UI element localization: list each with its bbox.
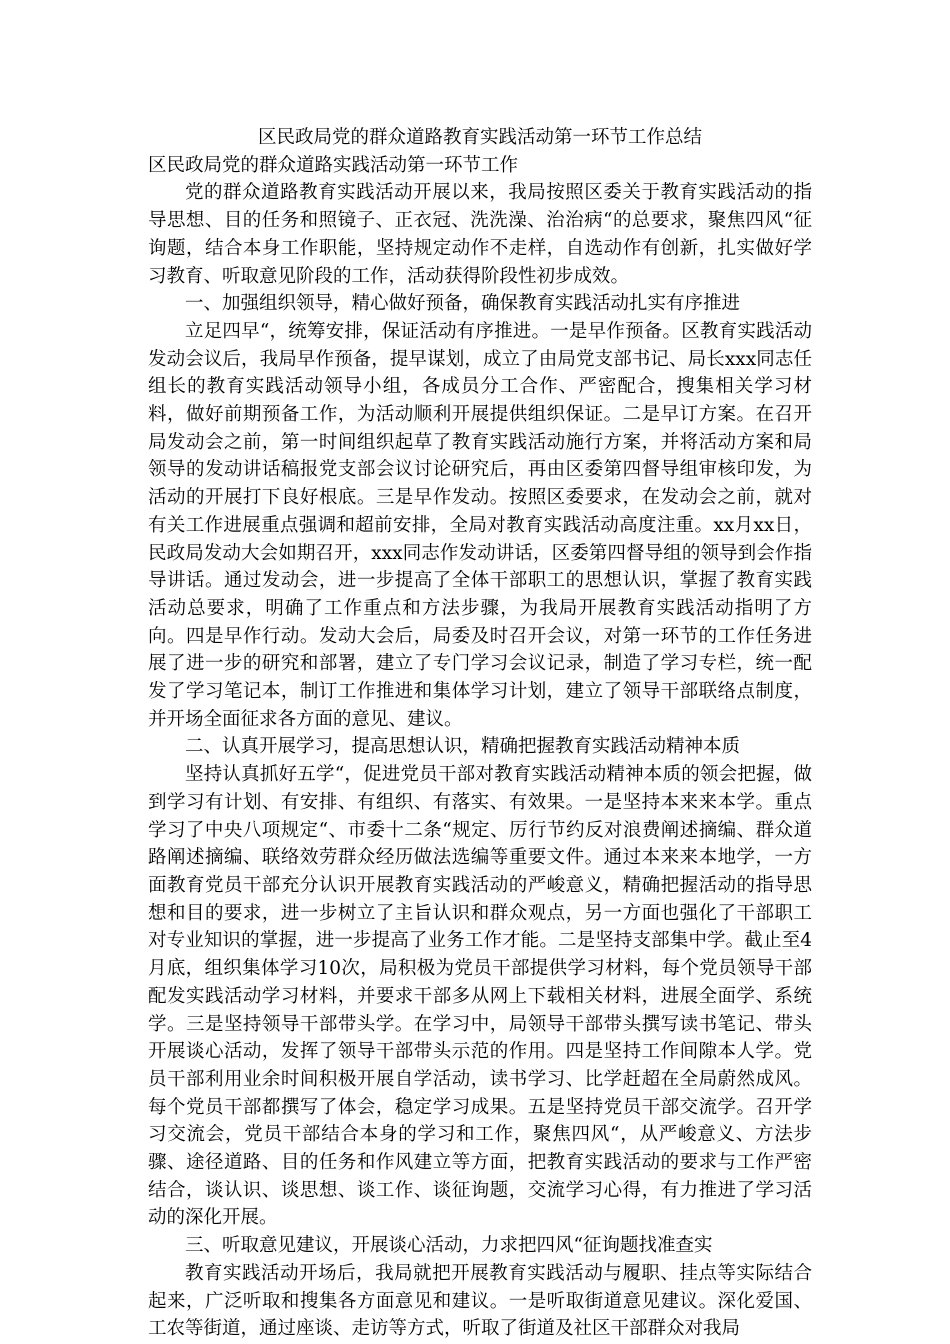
section-3-heading: 三、听取意见建议，开展谈心活动，力求把四风“征询题找准查实	[185, 1235, 713, 1257]
document-title: 区民政局党的群众道路教育实践活动第一环节工作总结	[257, 127, 702, 148]
section-2-body: 坚持认真抓好五学“，促进党员干部对教育实践活动精神本质的领会把握，做到学习有计划、有安排、有组织、有落实、有效果。一是坚持本来来本学。重点学习了中央八项规定“、市委十二条“规定、厉行节约反对浪费阐述摘编、群众道路阐述摘编、联络效劳群众经历做法选编等重要文件。通过本来来本地学，一方面教育党员干部充分认识开展教育实践活动的严峻意义，精确把握活动的指导思想和目的要求，进一步树立了主旨认识和群众观点，另一方面也强化了干部职工对专业知识的掌握，进一步提高了业务工作才能。二是坚持支部集中学。截止至4月底，组织集体学习10次，局积极为党员干部提供学习材料，每个党员领导干部配发实践活动学习材料，并要求干部多从网上下载相关材料，进展全面学、系统学。三是坚持领导干部带头学。在学习中，局领导干部带头撰写读书笔记、带头开展谈心活动，发挥了领导干部带头示范的作用。四是坚持工作间隙本人学。党员干部利用业余时间积极开展自学活动，读书学习、比学赶超在全局蔚然成风。每个党员干部都撰写了体会，稳定学习成果。五是坚持党员干部交流学。召开学习交流会，党员干部结合本身的学习和工作，聚焦四风“，从严峻意义、方法步骤、途径道路、目的任务和作风建立等方面，把教育实践活动的要求与工作严密结合，谈认识、谈思想、谈工作、谈征询题，交流学习心得，有力推进了学习活动的深化开展。	[148, 764, 812, 1229]
document-subtitle: 区民政局党的群众道路实践活动第一环节工作	[148, 154, 519, 176]
document-page	[148, 124, 812, 1343]
section-1-heading: 一、加强组织领导，精心做好预备，确保教育实践活动扎实有序推进	[185, 293, 741, 315]
section-2-heading: 二、认真开展学习，提高思想认识，精确把握教育实践活动精神本质	[185, 736, 741, 758]
section-3-body: 教育实践活动开场后，我局就把开展教育实践活动与履职、挂点等实际结合起来，广泛听取和搜集各方面意见和建议。一是听取街道意见建议。深化爱国、工农等街道，通过座谈、走访等方式，听取了街道及社区干部群众对我局	[148, 1262, 812, 1340]
intro-paragraph: 党的群众道路教育实践活动开展以来，我局按照区委关于教育实践活动的指导思想、目的任务和照镜子、正衣冠、洗洗澡、治治病“的总要求，聚焦四风“征询题，结合本身工作职能，坚持规定动作不走样，自选动作有创新，扎实做好学习教育、听取意见阶段的工作，活动获得阶段性初步成效。	[148, 182, 812, 287]
section-1-body: 立足四早“，统筹安排，保证活动有序推进。一是早作预备。区教育实践活动发动会议后，我局早作预备，提早谋划，成立了由局党支部书记、局长xxx同志任组长的教育实践活动领导小组，各成员分工合作、严密配合，搜集相关学习材料，做好前期预备工作，为活动顺利开展提供组织保证。二是早订方案。在召开局发动会之前，第一时间组织起草了教育实践活动施行方案，并将活动方案和局领导的发动讲话稿报党支部会议讨论研究后，再由区委第四督导组审核印发，为活动的开展打下良好根底。三是早作发动。按照区委要求，在发动会之前，就对有关工作进展重点强调和超前安排，全局对教育实践活动高度注重。xx月xx日，民政局发动大会如期召开，xxx同志作发动讲话，区委第四督导组的领导到会作指导讲话。通过发动会，进一步提高了全体干部职工的思想认识，掌握了教育实践活动总要求，明确了工作重点和方法步骤，为我局开展教育实践活动指明了方向。四是早作行动。发动大会后，局委及时召开会议，对第一环节的工作任务进展了进一步的研究和部署，建立了专门学习会议记录，制造了学习专栏，统一配发了学习笔记本，制订工作推进和集体学习计划，建立了领导干部联络点制度，并开场全面征求各方面的意见、建议。	[148, 320, 812, 730]
